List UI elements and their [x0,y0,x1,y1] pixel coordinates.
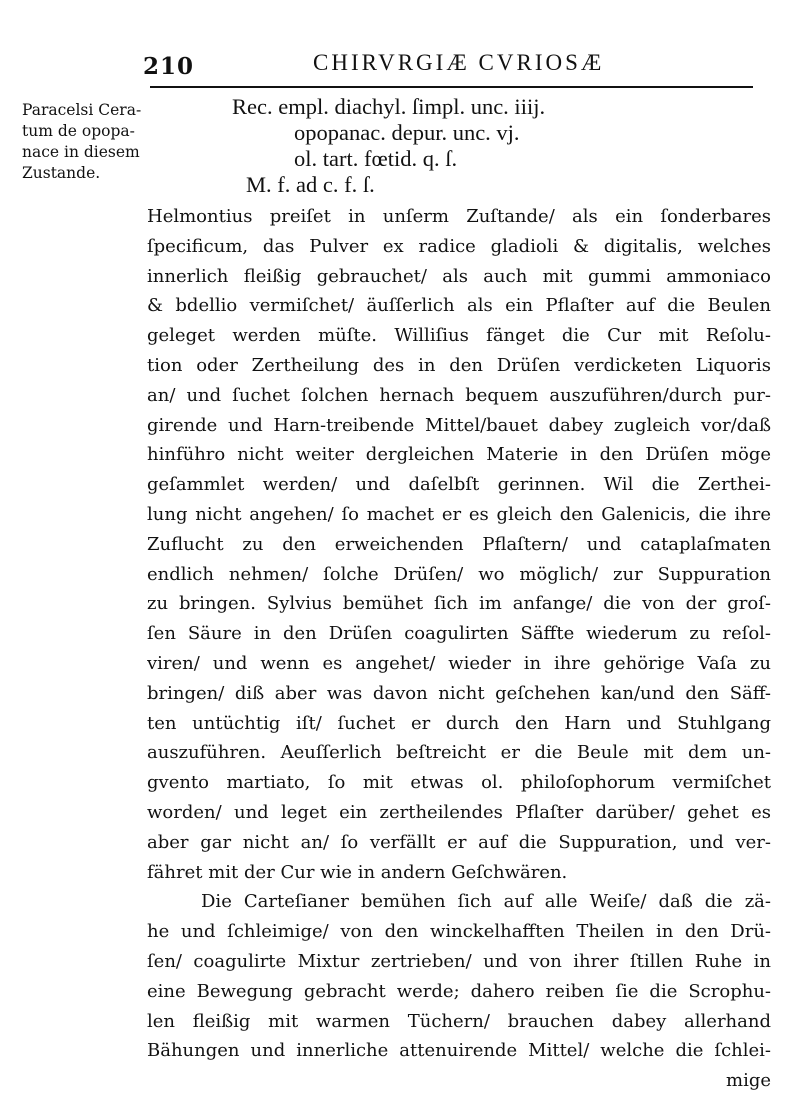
text-line: Bähungen und innerliche attenuirende Mittel/ welche die ſchlei- [147,1040,771,1062]
text-line: ſen/ coagulirte Mixtur zertrieben/ und von ihrer ſtillen Ruhe in [147,950,771,972]
header-rule [150,86,753,88]
text-line: an/ und ſuchet ſolchen hernach bequem auszuführen/durch pur- [147,384,771,406]
text-line: aber gar nicht an/ ſo verfällt er auf die Suppuration, und ver- [147,831,771,853]
paragraph-2 [147,887,771,1066]
text-line: ten untüchtig iſt/ ſuchet er durch den Harn und Stuhlgang [147,712,771,734]
text-line: Zuflucht zu den erweichenden Pflaſtern/ und cataplaſmaten [147,533,771,555]
text-line: endlich nehmen/ ſolche Drüſen/ wo möglich/ zur Suppuration [147,563,771,585]
text-line: len fleißig mit warmen Tüchern/ brauchen dabey allerhand [147,1010,771,1032]
marginal-note-line: nace in diesem [22,143,140,161]
text-line: bringen/ diß aber was davon nicht geſchehen kan/und den Säff- [147,682,771,704]
text-line: innerlich fleißig gebrauchet/ als auch mit gummi ammoniaco [147,265,771,287]
marginal-note-line: Paracelsi Cera- [22,101,142,119]
text-line: geſammlet werden/ und daſelbſt gerinnen. Wil die Zerthei- [147,474,771,496]
text-line: worden/ und leget ein zertheilendes Pflaſter darüber/ gehet es [147,801,771,823]
text-line: ſen Säure in den Drüſen coagulirten Säffte wiederum zu reſol- [147,623,771,645]
text-line: fähret mit der Cur wie in andern Geſchwären. [147,861,568,883]
text-line: ſpecificum, das Pulver ex radice gladioli & digitalis, welches [147,235,771,257]
text-line: & bdellio vermiſchet/ äuſſerlich als ein Pflaſter auf die Beulen [147,295,771,317]
text-line: viren/ und wenn es angehet/ wieder in ihre gehörige Vaſa zu [147,652,771,674]
text-line: he und ſchleimige/ von den winckelhafften Theilen in den Drü- [147,921,771,943]
text-line: tion oder Zertheilung des in den Drüſen verdicketen Liquoris [147,354,771,376]
text-line: eine Bewegung gebracht werde; dahero reiben ſie die Scrophu- [147,980,771,1002]
marginal-note [22,100,150,184]
marginal-note-line: Zustande. [22,164,101,182]
recipe-line: M. f. ad c. f. ſ. [246,172,375,197]
recipe-block [232,94,545,198]
text-line: hinführo nicht weiter dergleichen Materie in den Drüſen möge [147,444,771,466]
text-line: gvento martiato, ſo mit etwas ol. philoſophorum vermiſchet [147,772,771,794]
text-line: lung nicht angehen/ ſo machet er es gleich den Galenicis, die ihre [147,503,771,525]
recipe-line: opopanac. depur. unc. vj. [294,120,520,145]
page-number: 210 [143,53,195,80]
body-text [147,202,771,1096]
marginal-note-line: tum de opopa- [22,122,135,140]
text-line: zu bringen. Sylvius bemühet ſich im anfange/ die von der groſ- [147,593,771,615]
text-line: geleget werden müſte. Williſius fänget die Cur mit Reſolu- [147,325,771,347]
catchword: mige [726,1070,771,1092]
text-line: Die Carteſianer bemühen ſich auf alle Weiſe/ daß die zä- [201,891,771,913]
recipe-line: ol. tart. fœtid. q. ſ. [294,146,458,171]
running-head: CHIRVRGIÆ CVRIOSÆ [313,50,605,75]
text-line: girende und Harn-treibende Mittel/bauet dabey zugleich vor/daß [147,414,771,436]
text-line: Helmontius preiſet in unſerm Zuſtande/ als ein ſonderbares [147,206,771,227]
paragraph-1 [147,202,771,887]
recipe-line: Rec. empl. diachyl. ſimpl. unc. iiij. [232,94,546,119]
text-line: auszuführen. Aeuſſerlich beſtreicht er die Beule mit dem un- [147,742,771,764]
